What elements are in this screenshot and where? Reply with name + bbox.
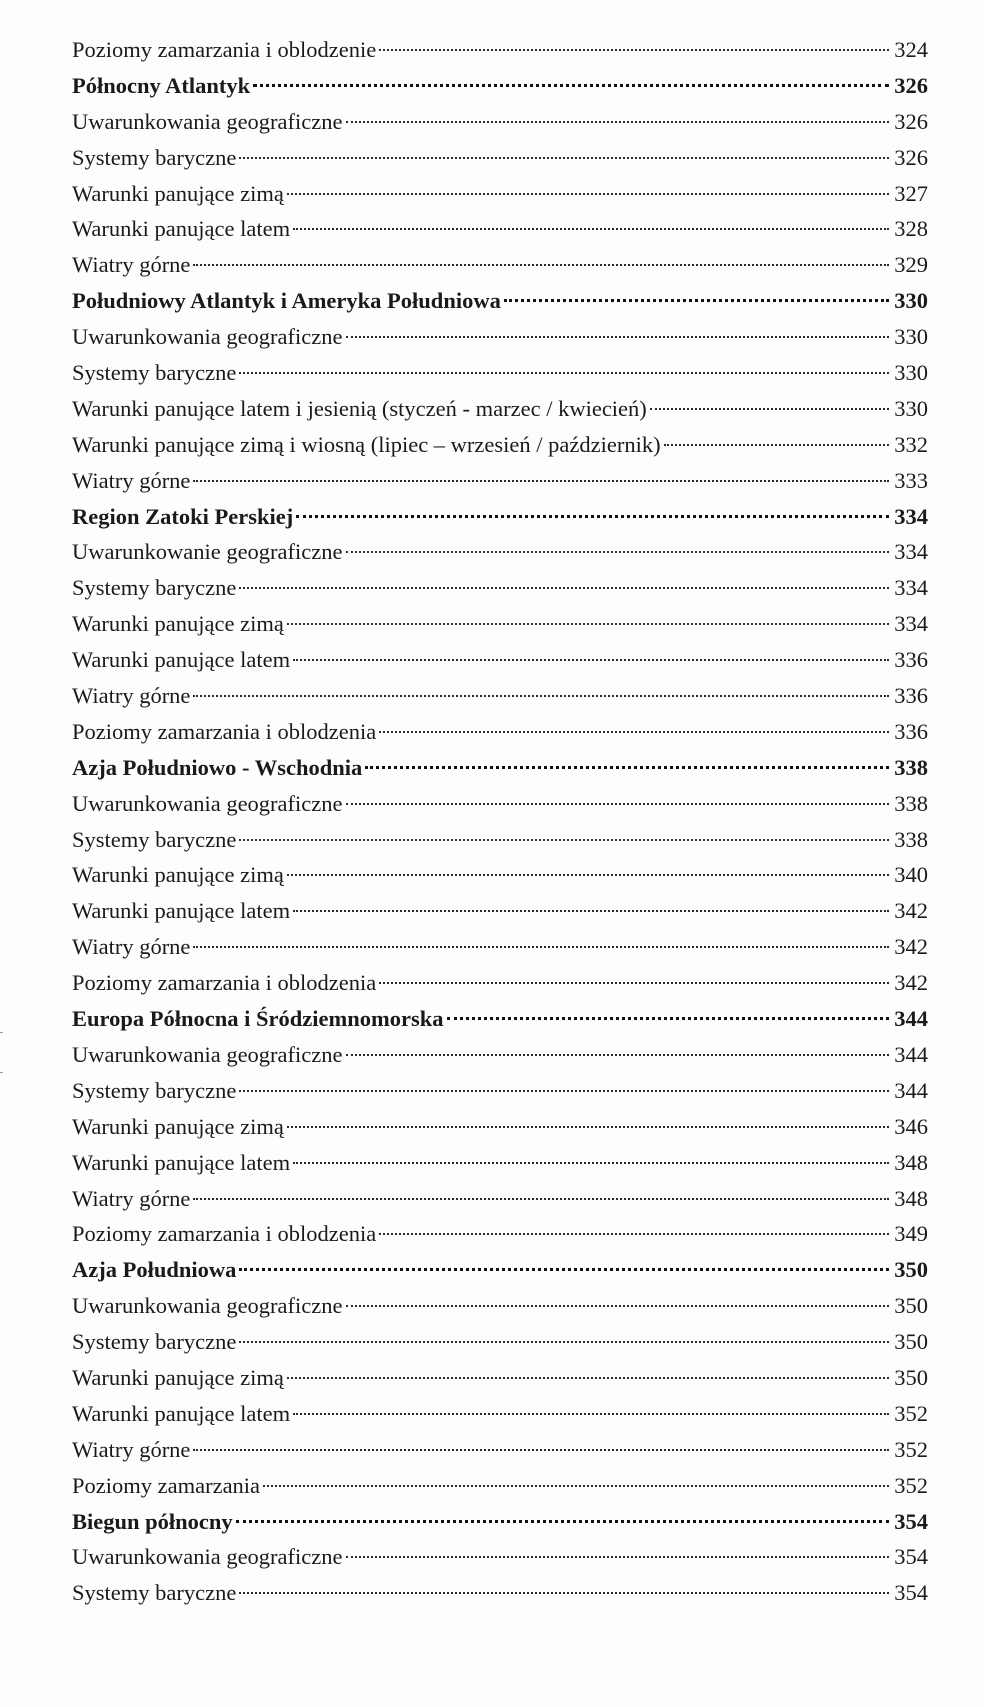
toc-entry <box>72 1360 928 1396</box>
toc-entry-title: Uwarunkowania geograficzne <box>72 108 343 134</box>
toc-entry-title: Wiatry górne <box>72 1436 191 1462</box>
toc-entry <box>72 786 928 822</box>
toc-entry-page-number: 352 <box>894 1436 928 1462</box>
dot-leader <box>239 1090 889 1092</box>
dot-leader <box>346 1305 890 1307</box>
toc-entry-page-number: 354 <box>894 1508 928 1534</box>
toc-entry-title: Północny Atlantyk <box>72 72 251 98</box>
toc-entry-page-number: 336 <box>894 683 928 709</box>
dot-leader <box>263 1485 889 1487</box>
toc-entry-title: Warunki panujące zimą <box>72 180 284 206</box>
toc-entry-title: Poziomy zamarzania i oblodzenia <box>72 970 377 996</box>
toc-entry-page-number: 346 <box>894 1113 928 1139</box>
dot-leader <box>236 1520 889 1523</box>
toc-chapter-entry <box>72 283 928 319</box>
dot-leader <box>193 946 889 948</box>
toc-entry-page-number: 326 <box>894 108 928 134</box>
toc-entry-title: Warunki panujące zimą <box>72 611 284 637</box>
toc-entry-title: Warunki panujące latem <box>72 1149 291 1175</box>
dot-leader <box>346 1054 890 1056</box>
toc-entry <box>72 678 928 714</box>
toc-entry <box>72 1468 928 1504</box>
dot-leader <box>379 731 889 733</box>
toc-entry-title: Uwarunkowania geograficzne <box>72 324 343 350</box>
toc-entry <box>72 929 928 965</box>
toc-entry <box>72 463 928 499</box>
toc-entry-page-number: 336 <box>894 718 928 744</box>
toc-entry-title: Wiatry górne <box>72 1185 191 1211</box>
dot-leader <box>287 874 889 876</box>
dot-leader <box>346 1556 890 1558</box>
toc-entry-title: Warunki panujące zimą <box>72 1113 284 1139</box>
toc-entry-title: Warunki panujące zimą <box>72 862 284 888</box>
toc-entry-page-number: 333 <box>894 467 928 493</box>
dot-leader <box>239 1341 889 1343</box>
dot-leader <box>239 372 889 374</box>
toc-entry-title: Wiatry górne <box>72 934 191 960</box>
toc-entry-title: Warunki panujące latem <box>72 1400 291 1426</box>
toc-entry-title: Warunki panujące zimą i wiosną (lipiec – wrzesień / październik) <box>72 431 661 457</box>
dot-leader <box>379 982 889 984</box>
toc-entry <box>72 211 928 247</box>
toc-entry <box>72 1575 928 1611</box>
toc-entry-page-number: 348 <box>894 1149 928 1175</box>
toc-entry <box>72 1145 928 1181</box>
toc-entry-page-number: 334 <box>894 611 928 637</box>
toc-entry-title: Poziomy zamarzania i oblodzenie <box>72 37 377 62</box>
toc-entry <box>72 857 928 893</box>
toc-entry-page-number: 350 <box>894 1329 928 1355</box>
toc-entry <box>72 606 928 642</box>
toc-entry <box>72 534 928 570</box>
toc-entry-page-number: 336 <box>894 647 928 673</box>
toc-entry-title: Systemy baryczne <box>72 826 237 852</box>
toc-entry-page-number: 334 <box>894 539 928 565</box>
toc-entry <box>72 1109 928 1145</box>
toc-entry-page-number: 334 <box>894 575 928 601</box>
dot-leader <box>287 1126 889 1128</box>
dot-leader <box>193 1449 889 1451</box>
toc-chapter-entry <box>72 1504 928 1540</box>
toc-entry <box>72 104 928 140</box>
toc-entry-title: Systemy baryczne <box>72 1329 237 1355</box>
toc-entry-title: Wiatry górne <box>72 252 191 278</box>
toc-entry-page-number: 324 <box>894 37 928 62</box>
toc-entry-title: Region Zatoki Perskiej <box>72 503 294 529</box>
toc-entry-title: Uwarunkowania geograficzne <box>72 1041 343 1067</box>
toc-entry-title: Azja Południowo - Wschodnia <box>72 754 363 780</box>
dot-leader <box>346 336 890 338</box>
toc-entry-page-number: 338 <box>894 790 928 816</box>
toc-entry-title: Wiatry górne <box>72 467 191 493</box>
toc-entry-page-number: 348 <box>894 1185 928 1211</box>
toc-entry-title: Południowy Atlantyk i Ameryka Południowa <box>72 288 501 314</box>
toc-entry-page-number: 350 <box>894 1257 928 1283</box>
toc-entry <box>72 1037 928 1073</box>
toc-entry-page-number: 328 <box>894 216 928 242</box>
toc-chapter-entry <box>72 1001 928 1037</box>
dot-leader <box>287 193 889 195</box>
toc-entry <box>72 32 928 68</box>
toc-entry-title: Systemy baryczne <box>72 1580 237 1606</box>
toc-entry-title: Wiatry górne <box>72 683 191 709</box>
toc-entry-page-number: 330 <box>894 395 928 421</box>
toc-entry <box>72 642 928 678</box>
toc-entry-page-number: 342 <box>894 934 928 960</box>
toc-entry-title: Systemy baryczne <box>72 575 237 601</box>
toc-entry-title: Warunki panujące latem <box>72 898 291 924</box>
dot-leader <box>346 803 890 805</box>
toc-entry-page-number: 334 <box>894 503 928 529</box>
toc-entry-title: Azja Południowa <box>72 1257 237 1283</box>
toc-entry-title: Poziomy zamarzania <box>72 1472 261 1498</box>
toc-entry-page-number: 352 <box>894 1472 928 1498</box>
dot-leader <box>379 1233 889 1235</box>
toc-chapter-entry <box>72 750 928 786</box>
toc-entry-title: Warunki panujące latem <box>72 647 291 673</box>
toc-entry-page-number: 330 <box>894 324 928 350</box>
toc-entry-page-number: 344 <box>894 1006 928 1032</box>
toc-entry-title: Uwarunkowanie geograficzne <box>72 539 343 565</box>
toc-entry-title: Systemy baryczne <box>72 360 237 386</box>
toc-entry <box>72 1539 928 1575</box>
table-of-contents <box>72 32 928 1611</box>
toc-entry <box>72 570 928 606</box>
toc-entry-page-number: 350 <box>894 1364 928 1390</box>
dot-leader <box>193 1198 889 1200</box>
toc-entry-page-number: 326 <box>894 144 928 170</box>
toc-entry-title: Warunki panujące zimą <box>72 1364 284 1390</box>
toc-entry-page-number: 332 <box>894 431 928 457</box>
dot-leader <box>239 1268 889 1271</box>
dot-leader <box>346 121 890 123</box>
toc-entry-page-number: 349 <box>894 1221 928 1247</box>
toc-entry <box>72 247 928 283</box>
dot-leader <box>287 1377 889 1379</box>
toc-entry <box>72 893 928 929</box>
toc-entry <box>72 1396 928 1432</box>
toc-entry <box>72 1181 928 1217</box>
toc-entry-title: Uwarunkowania geograficzne <box>72 1544 343 1570</box>
dot-leader <box>239 1592 889 1594</box>
toc-entry <box>72 176 928 212</box>
toc-entry-page-number: 329 <box>894 252 928 278</box>
toc-entry-page-number: 354 <box>894 1544 928 1570</box>
dot-leader <box>296 515 889 518</box>
dot-leader <box>293 659 889 661</box>
scan-mark <box>0 1032 3 1033</box>
toc-entry-title: Systemy baryczne <box>72 144 237 170</box>
toc-entry-title: Uwarunkowania geograficzne <box>72 790 343 816</box>
toc-entry <box>72 319 928 355</box>
toc-entry <box>72 1432 928 1468</box>
toc-entry-page-number: 344 <box>894 1077 928 1103</box>
toc-entry-title: Poziomy zamarzania i oblodzenia <box>72 718 377 744</box>
scan-mark <box>0 1072 3 1073</box>
dot-leader <box>193 480 889 482</box>
toc-entry-title: Biegun północny <box>72 1508 233 1534</box>
toc-entry-page-number: 350 <box>894 1293 928 1319</box>
dot-leader <box>293 1413 889 1415</box>
dot-leader <box>504 299 889 302</box>
toc-entry-title: Warunki panujące latem <box>72 216 291 242</box>
toc-entry-title: Systemy baryczne <box>72 1077 237 1103</box>
toc-entry-page-number: 342 <box>894 970 928 996</box>
toc-entry-title: Europa Północna i Śródziemnomorska <box>72 1006 444 1032</box>
toc-entry <box>72 1324 928 1360</box>
dot-leader <box>193 264 889 266</box>
toc-entry-page-number: 352 <box>894 1400 928 1426</box>
dot-leader <box>365 766 889 769</box>
toc-entry-page-number: 344 <box>894 1041 928 1067</box>
toc-entry-page-number: 338 <box>894 754 928 780</box>
toc-entry-page-number: 340 <box>894 862 928 888</box>
dot-leader <box>664 444 889 446</box>
dot-leader <box>346 551 890 553</box>
toc-entry <box>72 1288 928 1324</box>
toc-entry-page-number: 354 <box>894 1580 928 1606</box>
dot-leader <box>379 49 889 51</box>
toc-entry-page-number: 338 <box>894 826 928 852</box>
dot-leader <box>293 910 889 912</box>
toc-entry <box>72 140 928 176</box>
dot-leader <box>239 839 889 841</box>
toc-entry <box>72 427 928 463</box>
toc-entry-title: Poziomy zamarzania i oblodzenia <box>72 1221 377 1247</box>
toc-chapter-entry <box>72 499 928 535</box>
toc-entry <box>72 822 928 858</box>
dot-leader <box>239 587 889 589</box>
dot-leader <box>287 623 889 625</box>
dot-leader <box>253 84 889 87</box>
dot-leader <box>293 228 889 230</box>
toc-chapter-entry <box>72 68 928 104</box>
dot-leader <box>650 408 889 410</box>
dot-leader <box>239 157 889 159</box>
dot-leader <box>293 1162 889 1164</box>
toc-entry <box>72 391 928 427</box>
toc-entry-page-number: 330 <box>894 288 928 314</box>
toc-entry-title: Warunki panujące latem i jesienią (styczeń - marzec / kwiecień) <box>72 395 647 421</box>
toc-entry-page-number: 342 <box>894 898 928 924</box>
toc-chapter-entry <box>72 1252 928 1288</box>
toc-entry-page-number: 330 <box>894 360 928 386</box>
toc-entry <box>72 355 928 391</box>
toc-entry <box>72 1216 928 1252</box>
toc-entry <box>72 714 928 750</box>
toc-entry-page-number: 327 <box>894 180 928 206</box>
toc-entry-page-number: 326 <box>894 72 928 98</box>
dot-leader <box>447 1017 890 1020</box>
toc-entry <box>72 1073 928 1109</box>
toc-entry-title: Uwarunkowania geograficzne <box>72 1293 343 1319</box>
dot-leader <box>193 695 889 697</box>
toc-entry <box>72 965 928 1001</box>
